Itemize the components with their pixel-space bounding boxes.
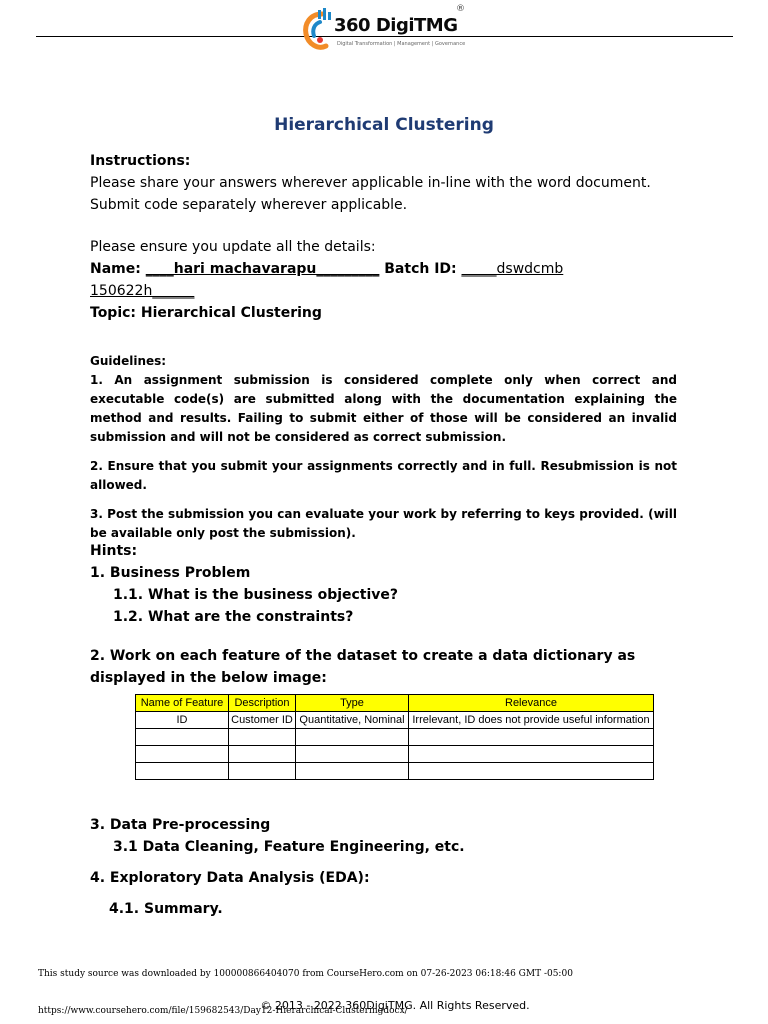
table-cell [409, 729, 654, 746]
name-batch-line [90, 258, 690, 280]
table-row [136, 729, 654, 746]
table-cell [136, 729, 229, 746]
details-block [90, 236, 690, 324]
details-intro: Please ensure you update all the details: [90, 239, 376, 255]
table-cell [409, 746, 654, 763]
hints-block-2 [90, 814, 680, 920]
table-header-row [136, 695, 654, 712]
table-cell: Quantitative, Nominal [296, 712, 409, 729]
hints-block [90, 540, 680, 689]
guideline-item-2: 2. Ensure that you submit your assignments correctly and in full. Resubmission is not allowed. [90, 459, 677, 492]
name-value: ____hari machavarapu_________ [145, 261, 380, 277]
table-cell [229, 746, 296, 763]
copyright-text: © 2013 - 2022 360DigiTMG. All Rights Reserved. [260, 999, 530, 1012]
table-cell [136, 763, 229, 780]
table-cell: Irrelevant, ID does not provide useful information [409, 712, 654, 729]
hint-3-1: 3.1 Data Cleaning, Feature Engineering, etc. [113, 839, 465, 855]
logo-tagline: Digital Transformation | Management | Governance [337, 41, 466, 47]
table-cell: ID [136, 712, 229, 729]
hint-2: 2. Work on each feature of the dataset to create a data dictionary as displayed in the below image: [90, 648, 636, 686]
table-row [136, 746, 654, 763]
company-logo [300, 6, 470, 54]
hint-4: 4. Exploratory Data Analysis (EDA): [90, 870, 370, 886]
table-cell [409, 763, 654, 780]
data-dictionary-table [135, 694, 654, 780]
guidelines-heading: Guidelines: [90, 354, 167, 368]
table-cell [229, 729, 296, 746]
guideline-item-1: 1. An assignment submission is considered complete only when correct and executable code(s) are submitted along with the documentation explaining the method and results. Failing to submit either of those will be considered an invalid submission and will not be considered as correct submission. [90, 373, 677, 444]
batch-label: Batch ID: [379, 261, 462, 277]
batch-value-continued: 150622h______ [90, 283, 195, 299]
table-cell [136, 746, 229, 763]
guideline-item-3: 3. Post the submission you can evaluate your work by referring to keys provided. (will be available only post the submission). [90, 507, 677, 540]
table-cell [296, 746, 409, 763]
guidelines-block [90, 352, 677, 543]
hint-3: 3. Data Pre-processing [90, 817, 271, 833]
logo-mark-icon [300, 8, 334, 54]
table-cell: Customer ID [229, 712, 296, 729]
instructions-line-2: Submit code separately wherever applicable. [90, 197, 408, 213]
logo-text: 360 DigiTMG [334, 15, 458, 36]
table-header-cell: Relevance [409, 695, 654, 712]
hints-heading: Hints: [90, 543, 138, 559]
hint-1-2: 1.2. What are the constraints? [113, 609, 354, 625]
instructions-block [90, 150, 651, 216]
document-title: Hierarchical Clustering [274, 115, 494, 135]
hint-1: 1. Business Problem [90, 565, 251, 581]
hint-4-1: 4.1. Summary. [109, 901, 223, 917]
table-cell [296, 729, 409, 746]
source-url: https://www.coursehero.com/file/159682543/Day12-Hierarchical-Clusteringdocx/ [38, 1006, 408, 1016]
batch-value: _____dswdcmb [461, 261, 564, 277]
topic-line: Topic: Hierarchical Clustering [90, 305, 322, 321]
table-header-cell: Description [229, 695, 296, 712]
table-row [136, 712, 654, 729]
hint-1-1: 1.1. What is the business objective? [113, 587, 399, 603]
table-cell [296, 763, 409, 780]
table-row [136, 763, 654, 780]
instructions-line-1: Please share your answers wherever applicable in-line with the word document. [90, 175, 651, 191]
registered-mark: ® [456, 4, 465, 14]
instructions-heading: Instructions: [90, 153, 191, 169]
table-cell [229, 763, 296, 780]
table-header-cell: Name of Feature [136, 695, 229, 712]
source-notice: This study source was downloaded by 100000866404070 from CourseHero.com on 07-26-2023 06:18:46 GMT -05:00 [38, 969, 573, 979]
name-label: Name: [90, 261, 146, 277]
table-header-cell: Type [296, 695, 409, 712]
